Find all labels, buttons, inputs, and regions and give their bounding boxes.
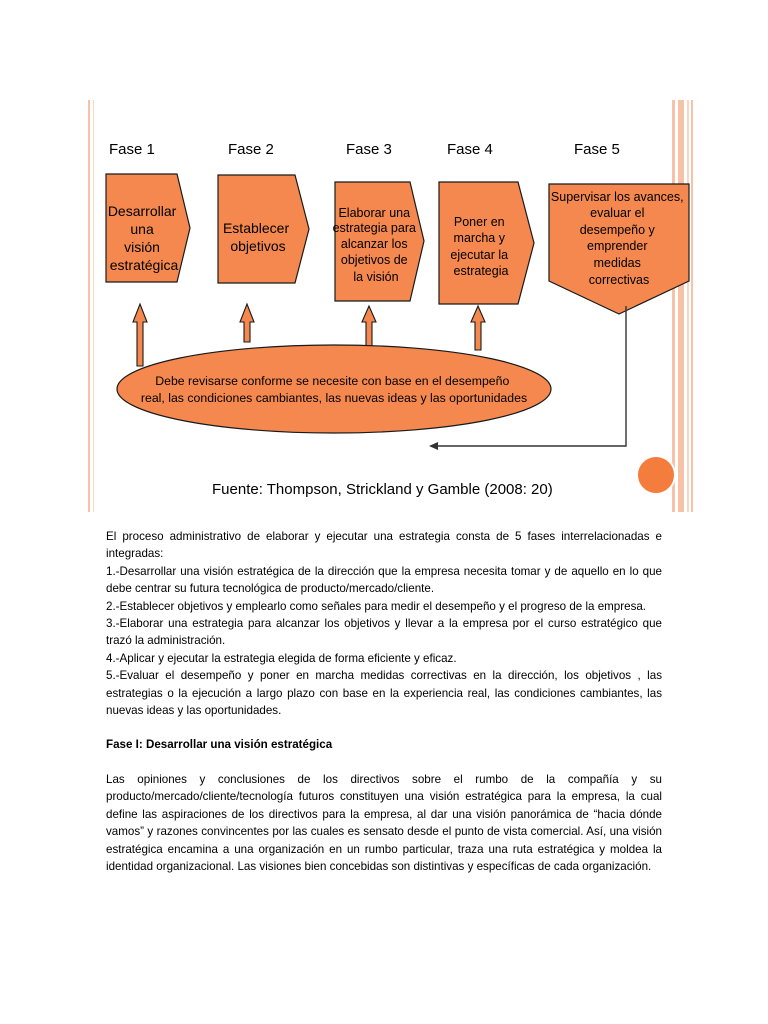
phase-5-box-text: Supervisar los avances, evaluar el desempeño y emprender medidas correctivas bbox=[550, 190, 684, 287]
source-caption: Fuente: Thompson, Strickland y Gamble (2008: 20) bbox=[212, 481, 553, 498]
review-ellipse bbox=[117, 345, 551, 433]
arrow-up-2 bbox=[240, 304, 254, 342]
phase-3-box-text: Elaborar una estrategia para alcanzar los objetivos de la visión bbox=[332, 206, 416, 284]
ellipse-text: Debe revisarse conforme se necesite con base en el desempeño real, las condiciones cambiantes, las nuevas ideas y las oportunidades bbox=[140, 374, 528, 405]
phase-2-box-text: Establecer objetivos bbox=[222, 220, 290, 254]
phase-4-box-text: Poner en marcha y ejecutar la estrategia bbox=[450, 215, 509, 278]
arrow-up-4 bbox=[471, 306, 485, 350]
list-item-5: 5.-Evaluar el desempeño y poner en marcha medidas correctivas en la dirección, los objetivos , las estrategias o la ejecución a largo plazo con base en la experiencia real, las condiciones cambiantes, las nuevas ideas y las oportunidades. bbox=[106, 669, 662, 718]
phase-1-label: Fase 1 bbox=[109, 141, 155, 158]
phase-1-box-text: Desarrollar una visión estratégica bbox=[107, 203, 179, 273]
document-body bbox=[106, 528, 662, 875]
connector-arrowhead bbox=[429, 442, 438, 450]
section-heading: Fase I: Desarrollar una visión estratégica bbox=[106, 738, 333, 752]
section-paragraph: Las opiniones y conclusiones de los directivos sobre el rumbo de la compañía y su producto/mercado/cliente/tecnología futuros constituyen una visión estratégica para la empresa, la cual define las aspiraciones de los directivos para la empresa, al dar una visión panorámica de “hacia dónde vamos” y razones convincentes por las cuales es sensato desde el punto de vista comercial. Así, una visión estratégica encamina a una organización en un rumbo particular, traza una ruta estratégica y moldea la identidad organizacional. Las visiones bien concebidas son distintivas y específicas de cada organización. bbox=[106, 772, 662, 873]
phase-3-label: Fase 3 bbox=[346, 141, 392, 158]
list-item-3: 3.-Elaborar una estrategia para alcanzar los objetivos y llevar a la empresa por el curso estratégico que trazó la administración. bbox=[106, 617, 662, 648]
accent-circle bbox=[637, 456, 675, 494]
list-item-4: 4.-Aplicar y ejecutar la estrategia elegida de forma eficiente y eficaz. bbox=[106, 651, 457, 665]
phase-2-label: Fase 2 bbox=[228, 141, 274, 158]
intro-paragraph: El proceso administrativo de elaborar y ejecutar una estrategia consta de 5 fases interrelacionadas e integradas: bbox=[106, 530, 662, 561]
arrow-up-3 bbox=[362, 306, 376, 346]
arrow-up-1 bbox=[133, 304, 147, 366]
list-item-2: 2.-Establecer objetivos y emplearlo como señales para medir el desempeño y el progreso de la empresa. bbox=[106, 599, 647, 613]
phase-5-label: Fase 5 bbox=[574, 141, 620, 158]
phase-4-label: Fase 4 bbox=[447, 141, 493, 158]
list-item-1: 1.-Desarrollar una visión estratégica de la dirección que la empresa necesita tomar y de aquello en lo que debe centrar su futura tecnológica de producto/mercado/cliente. bbox=[106, 564, 662, 596]
